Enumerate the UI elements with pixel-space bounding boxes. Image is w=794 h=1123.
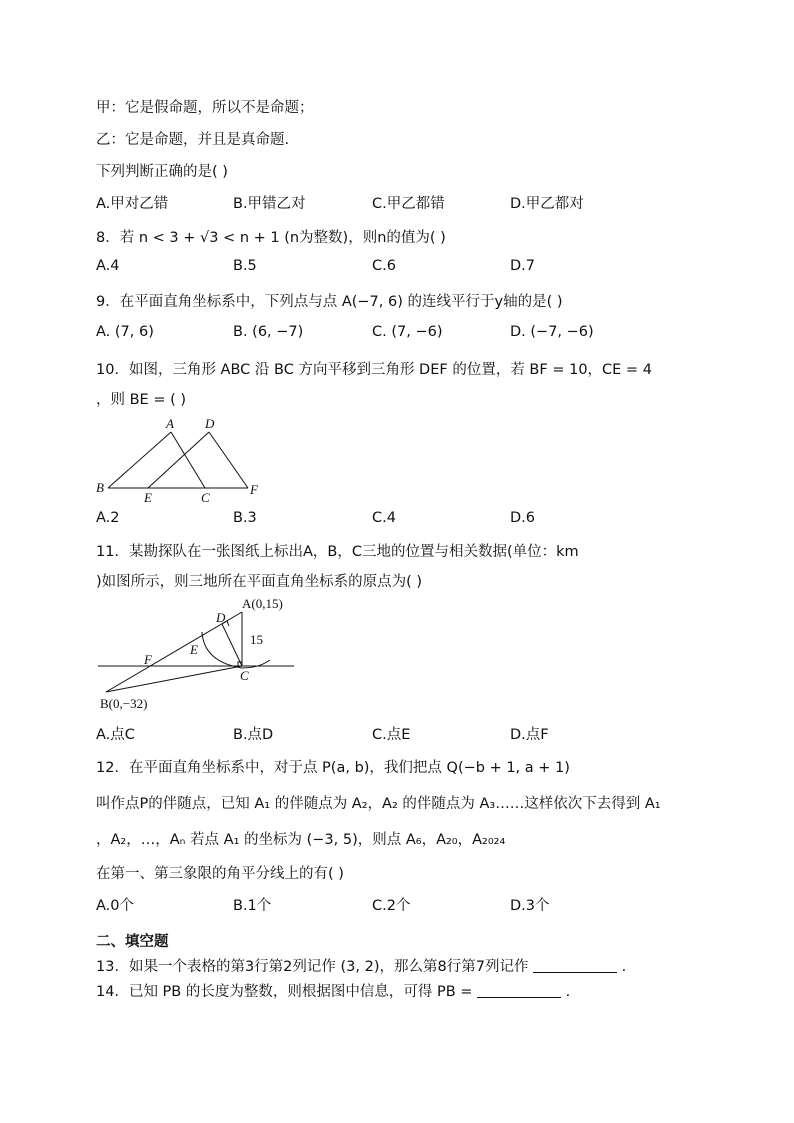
- q11-option-c[interactable]: C.点E: [372, 727, 411, 743]
- q12-line2: 叫作点P的伴随点，已知 A₁ 的伴随点为 A₂，A₂ 的伴随点为 A₃……这样依次下去得到 A₁: [96, 796, 661, 812]
- q11-option-a[interactable]: A.点C: [96, 727, 135, 743]
- q13-end: .: [621, 959, 627, 975]
- question-prompt: 下列判断正确的是( ): [96, 164, 228, 180]
- statement-jia: 甲：它是假命题，所以不是命题；: [96, 100, 314, 116]
- q11-option-d[interactable]: D.点F: [510, 727, 549, 743]
- q10-option-c[interactable]: C.4: [372, 510, 396, 526]
- q14-row: [96, 980, 570, 1001]
- q11-stem-line2: )如图所示，则三地所在平面直角坐标系的原点为( ): [96, 574, 423, 590]
- q8-option-d[interactable]: D.7: [510, 258, 535, 274]
- q10-stem-line2: ，则 BE = ( ): [96, 392, 187, 408]
- label-length-15: 15: [250, 632, 263, 647]
- q12-line3: ，A₂，…，Aₙ 若点 A₁ 的坐标为 (−3, 5)，则点 A₆，A₂₀，A₂₀₂₄: [96, 832, 506, 848]
- q10-option-b[interactable]: B.3: [233, 510, 257, 526]
- q14-answer-blank[interactable]: [477, 983, 561, 998]
- q10-triangle-figure: [94, 414, 264, 502]
- q9-stem: 9．在平面直角坐标系中，下列点与点 A(−7, 6) 的连线平行于y轴的是( ): [96, 294, 563, 310]
- label-b: B: [96, 480, 104, 495]
- q7-option-a[interactable]: A.甲对乙错: [96, 196, 169, 212]
- line-bc: [106, 666, 242, 692]
- q11-map-figure: [94, 596, 304, 712]
- q9-option-a[interactable]: A. (7, 6): [96, 324, 154, 340]
- label-a: A: [166, 416, 174, 431]
- line-df: [209, 432, 248, 488]
- q10-stem-line1: 10．如图，三角形 ABC 沿 BC 方向平移到三角形 DEF 的位置，若 BF = 10，CE = 4: [96, 362, 652, 378]
- q12-option-a[interactable]: A.0个: [96, 898, 134, 914]
- label-e: E: [190, 642, 198, 657]
- label-c: C: [240, 668, 249, 683]
- q9-option-d[interactable]: D. (−7, −6): [510, 324, 594, 340]
- q7-option-c[interactable]: C.甲乙都错: [372, 196, 445, 212]
- label-d: D: [205, 416, 215, 431]
- label-a: A(0,15): [242, 596, 283, 611]
- q8-stem: 8．若 n < 3 + √3 < n + 1 (n为整数)，则n的值为( ): [96, 230, 446, 246]
- q11-stem-line1: 11．某勘探队在一张图纸上标出A，B，C三地的位置与相关数据(单位：km: [96, 544, 579, 560]
- q7-option-d[interactable]: D.甲乙都对: [510, 196, 584, 212]
- q13-row: [96, 955, 626, 976]
- q12-line1: 12．在平面直角坐标系中，对于点 P(a, b)，我们把点 Q(−b + 1, a + 1): [96, 760, 570, 776]
- label-f: F: [144, 652, 152, 667]
- q14-end: .: [565, 984, 571, 1000]
- q13-text: 13．如果一个表格的第3行第2列记作 (3, 2)，那么第8行第7列记作: [96, 959, 529, 975]
- q11-option-b[interactable]: B.点D: [233, 727, 274, 743]
- q10-option-a[interactable]: A.2: [96, 510, 120, 526]
- label-c: C: [201, 490, 210, 502]
- label-f: F: [250, 482, 258, 497]
- q8-option-c[interactable]: C.6: [372, 258, 396, 274]
- q12-option-b[interactable]: B.1个: [233, 898, 272, 914]
- label-d: D: [216, 610, 226, 625]
- q8-option-b[interactable]: B.5: [233, 258, 257, 274]
- line-ab: [108, 432, 171, 488]
- q9-option-c[interactable]: C. (7, −6): [372, 324, 443, 340]
- q12-option-d[interactable]: D.3个: [510, 898, 550, 914]
- q13-answer-blank[interactable]: [533, 958, 617, 973]
- section-title-fill-blank: 二、填空题: [96, 934, 169, 950]
- q8-option-a[interactable]: A.4: [96, 258, 120, 274]
- line-dc: [222, 624, 242, 666]
- statement-yi: 乙：它是命题，并且是真命题.: [96, 132, 290, 148]
- q12-option-c[interactable]: C.2个: [372, 898, 411, 914]
- label-e: E: [144, 490, 152, 502]
- q9-option-b[interactable]: B. (6, −7): [233, 324, 304, 340]
- label-b: B(0,−32): [100, 696, 148, 711]
- q10-option-d[interactable]: D.6: [510, 510, 535, 526]
- q14-text: 14．已知 PB 的长度为整数，则根据图中信息，可得 PB =: [96, 984, 473, 1000]
- q12-line4: 在第一、第三象限的角平分线上的有( ): [96, 866, 344, 882]
- q7-option-b[interactable]: B.甲错乙对: [233, 196, 306, 212]
